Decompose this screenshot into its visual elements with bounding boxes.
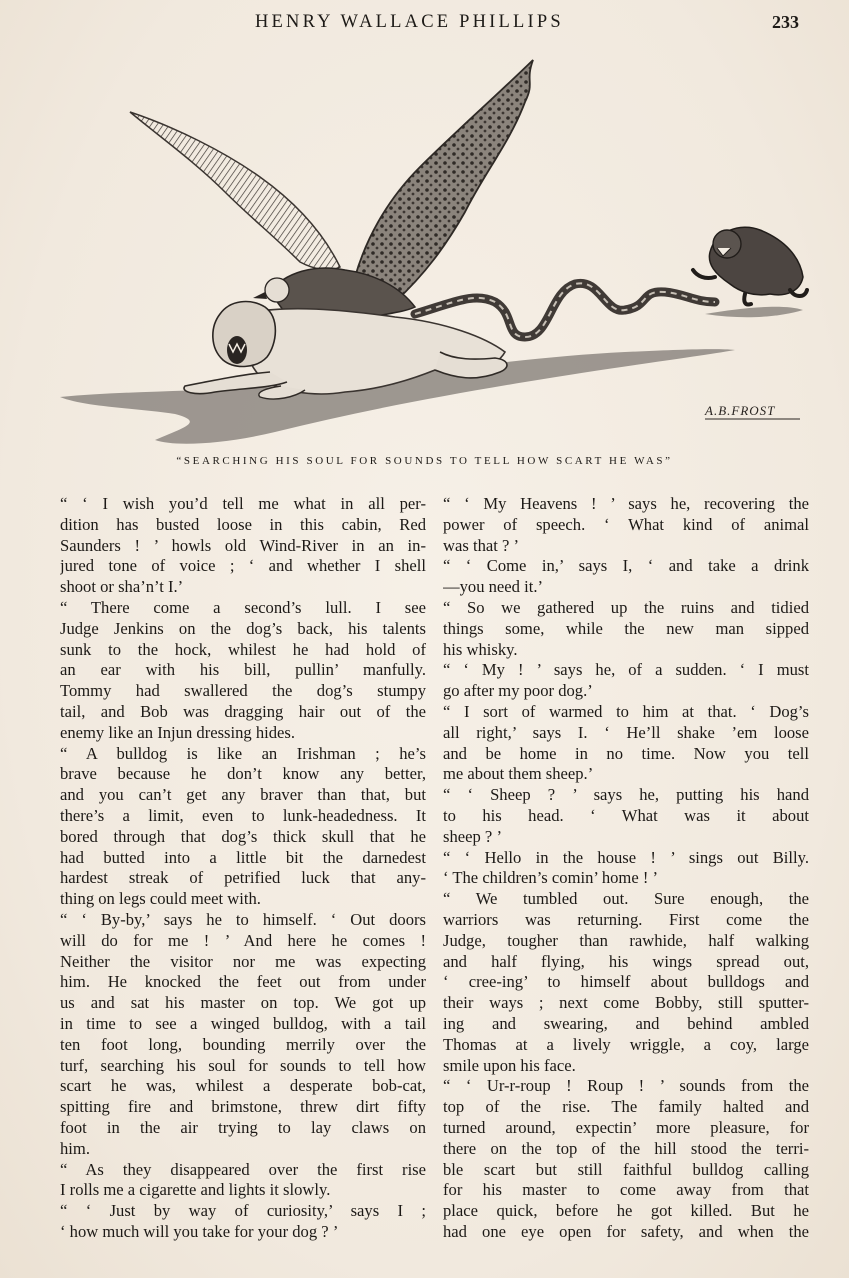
bobcat: [693, 227, 807, 304]
text-line: ‘ how much will you take for your dog ? ’: [60, 1221, 339, 1241]
text-line: “ ‘ Just by way of curiosity,’ says I ;: [60, 1201, 426, 1221]
text-line: shoot or sha’n’t I.’: [60, 577, 184, 597]
text-line: “ I sort of warmed to him at that. ‘ Dog’s: [443, 701, 809, 721]
text-line: in time to see a winged bulldog, with a tail: [60, 1013, 426, 1033]
eagle-left-wing: [130, 112, 340, 270]
text-line: an ear with his bill, pullin’ manfully.: [60, 660, 426, 680]
right-column: [443, 494, 809, 1243]
text-line: turned around, expectin’ more pleasure, for: [443, 1117, 809, 1137]
text-line: “ ‘ Come in,’ says I, ‘ and take a drink: [443, 556, 809, 576]
text-line: enemy like an Injun dressing hides.: [60, 722, 296, 742]
text-line: I rolls me a cigarette and lights it slowly.: [60, 1180, 331, 1200]
illustration: [55, 52, 815, 452]
text-line: ‘ The children’s comin’ home ! ’: [443, 868, 659, 888]
text-line: Judge Jenkins on the dog’s back, his talents: [60, 618, 426, 638]
text-line: and half flying, his wings spread out,: [443, 951, 809, 971]
text-line: spitting fire and brimstone, threw dirt fifty: [60, 1097, 426, 1117]
text-line: smile upon his face.: [443, 1055, 576, 1075]
text-line: dition has busted loose in this cabin, Red: [60, 514, 426, 534]
text-line: his whisky.: [443, 639, 518, 659]
text-line: ing and swearing, and behind ambled: [443, 1013, 809, 1033]
text-line: “ ‘ Ur-r-roup ! Roup ! ’ sounds from the: [443, 1076, 809, 1096]
text-line: will do for me ! ’ And here he comes !: [60, 930, 426, 950]
text-line: “ ‘ Hello in the house ! ’ sings out Billy.: [443, 847, 809, 867]
text-line: thing on legs could meet with.: [60, 889, 261, 909]
text-line: and you can’t get any braver than that, but: [60, 785, 426, 805]
text-line: power of speech. ‘ What kind of animal: [443, 514, 809, 534]
text-line: Neither the visitor nor me was expecting: [60, 951, 426, 971]
text-line: us and sat his master on top. We got up: [60, 993, 426, 1013]
text-line: turf, searching his soul for sounds to tell how: [60, 1055, 426, 1075]
text-line: “ A bulldog is like an Irishman ; he’s: [60, 743, 426, 763]
text-line: Thomas at a lively wriggle, a coy, large: [443, 1034, 809, 1054]
ground-shadow-right: [705, 307, 803, 317]
text-line: all right,’ says I. ‘ He’ll shake ’em loose: [443, 722, 809, 742]
page-number: 233: [772, 12, 799, 32]
text-line: “ ‘ My ! ’ says he, of a sudden. ‘ I must: [443, 660, 809, 680]
text-line: ble scart but still faithful bulldog calling: [443, 1159, 809, 1179]
running-head: [0, 12, 849, 38]
snake-tail: [415, 283, 715, 337]
text-line: had butted into a little bit the darnedest: [60, 847, 426, 867]
text-line: their ways ; next come Bobby, still sputter-: [443, 993, 809, 1013]
text-line: top of the rise. The family halted and: [443, 1097, 809, 1117]
text-line: was that ? ’: [443, 535, 520, 555]
text-line: “ We tumbled out. Sure enough, the: [443, 889, 809, 909]
artist-signature: A.B.FROST: [705, 403, 776, 418]
text-line: —you need it.’: [443, 577, 544, 597]
text-line: brave because he don’t know any better,: [60, 764, 426, 784]
text-line: ten foot long, bounding merrily over the: [60, 1034, 426, 1054]
text-line: Saunders ! ’ howls old Wind-River in an in-: [60, 535, 426, 555]
text-line: foot in the air trying to lay claws on: [60, 1117, 426, 1137]
bulldog-mouth: [227, 336, 247, 364]
text-line: sunk to the hock, whilest he had hold of: [60, 639, 426, 659]
text-line: sheep ? ’: [443, 826, 502, 846]
text-line: and be home in no time. Now you tell: [443, 743, 809, 763]
text-line: “ ‘ My Heavens ! ’ says he, recovering the: [443, 494, 809, 513]
text-line: Tommy had swallered the dog’s stumpy: [60, 681, 426, 701]
text-line: tail, and Bob was dragging hair out of the: [60, 701, 426, 721]
text-line: Judge, tougher than rawhide, half walking: [443, 930, 809, 950]
text-line: him.: [60, 1138, 90, 1158]
text-line: me about them sheep.’: [443, 764, 594, 784]
text-line: ‘ cree-ing’ to himself about bulldogs and: [443, 972, 809, 992]
text-line: “ ‘ Sheep ? ’ says he, putting his hand: [443, 785, 809, 805]
text-line: had one eye open for safety, and when the: [443, 1221, 809, 1241]
text-line: warriors was returning. First come the: [443, 909, 809, 929]
eagle-head: [265, 278, 289, 302]
text-line: hardest streak of petrified luck that any-: [60, 868, 426, 888]
text-line: “ As they disappeared over the first rise: [60, 1159, 426, 1179]
eagle-beak: [253, 292, 267, 299]
figure-caption: “SEARCHING HIS SOUL FOR SOUNDS TO TELL HOW SCART HE WAS”: [176, 455, 673, 467]
running-title: HENRY WALLACE PHILLIPS: [255, 12, 564, 32]
text-line: place quick, before he got killed. But he: [443, 1201, 809, 1221]
text-line: jured tone of voice ; ‘ and whether I shell: [60, 556, 426, 576]
text-line: for his master to come away from that: [443, 1180, 809, 1200]
text-line: things some, while the new man sipped: [443, 618, 809, 638]
text-line: “ ‘ I wish you’d tell me what in all per-: [60, 494, 426, 513]
text-line: him. He knocked the feet out from under: [60, 972, 426, 992]
eagle-right-wing: [355, 60, 533, 302]
text-line: to his head. ‘ What was it about: [443, 805, 809, 825]
text-line: “ So we gathered up the ruins and tidied: [443, 597, 809, 617]
text-line: there on the top of the hill stood the terri-: [443, 1138, 809, 1158]
text-line: “ ‘ By-by,’ says he to himself. ‘ Out doors: [60, 909, 426, 929]
left-column: [60, 494, 426, 1243]
text-line: go after my poor dog.’: [443, 681, 593, 701]
text-line: scart he was, whilest a desperate bob-cat,: [60, 1076, 426, 1096]
text-line: “ There come a second’s lull. I see: [60, 597, 426, 617]
text-line: bored through that dog’s thick skull that he: [60, 826, 426, 846]
text-line: there’s a limit, even to lunk-headedness. It: [60, 805, 426, 825]
